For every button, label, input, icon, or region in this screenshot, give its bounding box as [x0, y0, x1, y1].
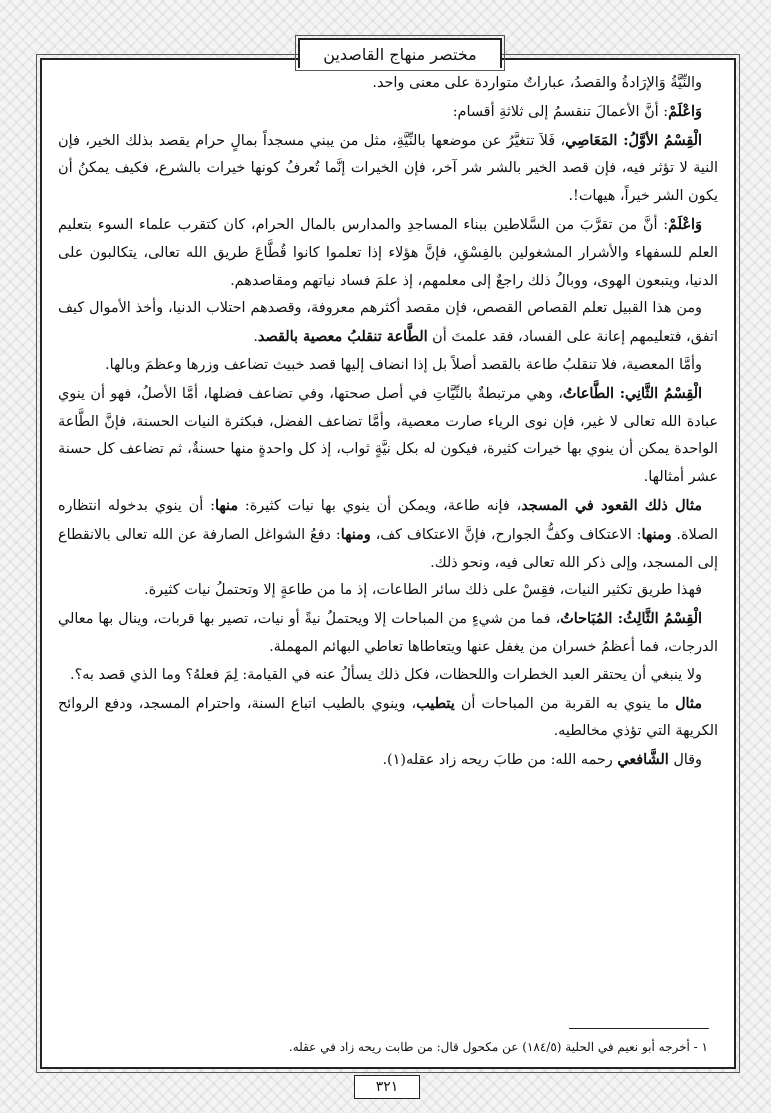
page-header — [298, 38, 502, 68]
paragraph — [58, 70, 718, 98]
page-number: ٣٢١ — [375, 1079, 399, 1095]
bold-text: يتطيب — [416, 694, 455, 712]
text-run: ، فإنه طاعة، ويمكن أن ينوي بها نيات كثيرة: — [238, 497, 522, 514]
paragraph — [58, 352, 718, 380]
text-run: ما ينوي به القربة من المباحات أن — [454, 695, 676, 712]
text-run: ولا ينبغي أن يحتقر العبد الخطرات واللحظات، فكل ذلك يسألُ عنه في القيامة: لِمَ فعلهُ؟ وما الذي قصد به؟. — [70, 666, 702, 683]
paragraph — [58, 380, 718, 492]
bold-text: منها — [214, 496, 239, 514]
bold-text: ومنها — [340, 525, 371, 543]
paragraph — [58, 127, 718, 211]
paragraph — [58, 98, 718, 127]
text-run: : أنَّ الأعمالَ تنقسمُ إلى ثلاثةِ أقسام: — [452, 103, 669, 120]
bold-text: الشَّافعي — [617, 751, 669, 769]
bold-text: الْقِسْمُ الثَّالِثُ: المُبَاحاتُ — [560, 610, 703, 628]
footnote-divider — [569, 1028, 709, 1029]
paragraph — [58, 211, 718, 295]
paragraph — [58, 492, 718, 577]
bold-text: وَاعْلَمْ — [668, 215, 702, 233]
text-run: رحمه الله: من طابَ ريحه زاد عقله(١). — [382, 752, 618, 769]
bold-text: ومنها — [641, 525, 672, 543]
paragraph — [58, 690, 718, 747]
bold-text: الْقِسْمُ الثَّانِي: الطَّاعاتُ — [562, 384, 702, 402]
paragraph — [58, 746, 718, 775]
main-text — [58, 70, 718, 775]
bold-text: الطَّاعة تنقلبُ معصية بالقصد — [257, 328, 428, 346]
text-run: : أن ينوي بدخوله انتظاره الصلاة. — [58, 497, 718, 543]
paragraph — [58, 605, 718, 662]
paragraph — [58, 662, 718, 690]
text-run: وأمَّا المعصية، فلا تنقلبُ طاعة بالقصد أصلاً بل إذا انضاف إليها قصد خبيث تضاعف وزرها وعظمَ وبالها. — [105, 356, 702, 373]
text-run: ، وهي مرتبطةٌ بالنِّيَّاتِ في أصل صحتها، وفي تضاعف فضلها، أمَّا الأصلُ، فهو أن ينوي عبادة الله تعالى لا غير، فإن نوى الرياء صارت معصية، وأمَّا تضاعف الفضل، فبكثرة النيات الحسنة، فإنَّ الطَّاعة الواحدة يمكن أن ينوي بها خيرات كثيرة، فيكون له بكل نيَّةٍ ثواب، إذ كل واحدةٍ منها حسنةٌ، ثم تضاعف كل حسنة عشر أمثالها. — [58, 385, 718, 486]
text-run: : الاعتكاف وكفُّ الجوارح، فإنَّ الاعتكاف كف، — [370, 526, 642, 543]
text-run: ، وينوي بالطيب اتباع السنة، واحترام المسجد، ودفع الروائح الكريهة التي تؤذي مخالطيه. — [58, 695, 718, 740]
text-run: . — [253, 329, 258, 346]
bold-text: مثال — [675, 694, 702, 712]
bold-text: الْقِسْمُ الأوَّلُ: المَعَاصِي — [565, 131, 702, 149]
paragraph — [58, 295, 718, 352]
footnote: ١ - أخرجه أبو نعيم في الحلية (١٨٤/٥) عن مكحول قال: من طابت ريحه زاد في عقله. — [288, 1040, 708, 1054]
text-run: وقال — [668, 752, 702, 769]
book-title: مختصر منهاج القاصدين — [323, 44, 477, 64]
text-run: ، فَلاَ تتغيَّرُ عن موضعها بالنِّيَّةِ، مثل من يبني مسجداً بمالٍ حرام يقصد بذلك الخير، فإن النية لا تؤثر فيه، فإن قصد الخير بالشر شر آخر، فإن الخيرات إنَّما تُعرفُ كونها خيرات بالشرع، فكيف يمكنُ أن يكون الشر خيراً، هيهات!. — [58, 132, 718, 205]
text-run: : أنَّ من تقرَّبَ من السَّلاطين ببناء المساجدِ والمدارس بالمال الحرام، كان كتقرب علماء السوء بتعليم العلم للسفهاء والأشرار المشغولين بالفِسْقِ، فإنَّ هؤلاء إذا تعلموا كانوا قُطَّاعَ طريق الله تعالى، يتكالبون على الدنيا، ويتبعون الهوى، ووبالُ ذلك راجعٌ إلى معلمهم، إذ علمَ فساد نياتهم ومقاصدهم. — [58, 216, 718, 289]
text-run: والنِّيَّةُ وَالإرَادةُ والقصدُ، عباراتٌ متواردة على معنى واحد. — [372, 75, 702, 91]
text-run: ومن هذا القبيل تعلم القصاص القصص، فإن مقصد أكثرهم معروفة، وقصدهم احتلاب الدنيا، وأخذ الأموال كيف اتفق، فتعليمهم إعانة على الفساد، فقد علمتَ أن — [58, 300, 718, 346]
bold-text: مثال ذلك القعود في المسجد — [521, 496, 702, 514]
text-run: : دفعُ الشواغل الصارفة عن الله تعالى بالانقطاع إلى المسجد، وإلى ذكر الله تعالى فيه، ونحو ذلك. — [58, 526, 718, 571]
text-run: فهذا طريق تكثير النيات، فقِسْ على ذلك سائر الطاعات، إذ ما من طاعةٍ إلا وتحتملُ نيات كثيرة. — [144, 582, 702, 599]
page-number-box — [354, 1075, 420, 1099]
bold-text: وَاعْلَمْ — [668, 102, 702, 120]
paragraph — [58, 577, 718, 605]
text-run: ، فما من شيءٍ من المباحات إلا ويحتملُ نيةً أو نيات، تصير بها قربات، وينال بها معالي الدرجات، فما أعظمُ خسران من يغفل عنها ويتعاطاها تعاطي البهائم المهملة. — [58, 611, 718, 655]
